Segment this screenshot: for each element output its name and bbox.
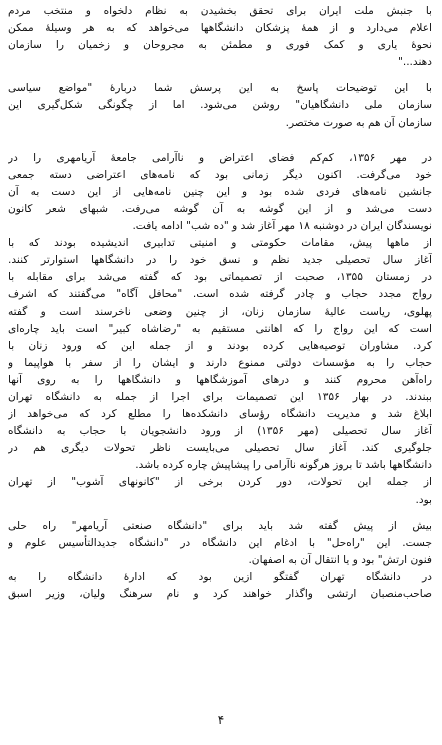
text-line: نویسندگان ایران در دوشنبه ۱۸ مهر آغاز شد و "ده شب" ادامه یافت. bbox=[132, 220, 432, 233]
text-line: جست. این "راه‌حل" با ادغام این دانشگاه در "دانشگاه جدیدالتأسیس علوم و bbox=[8, 536, 432, 549]
text-line: ابلاغ شد و مدیریت دانشگاه رؤسای دانشکده‌ها را مطلع کرد که می‌خواهد از bbox=[8, 408, 432, 421]
text-line: حجاب را به مؤسسات دولتی ممنوع دارند و ایشان را از سفر با هواپیما و bbox=[8, 356, 432, 369]
text-line: دست می‌شد و از این گوشه به آن گوشه می‌رفت. شبهای شعر کانون bbox=[8, 202, 432, 215]
text-line: سازمان ملی دانشگاهیان" روشن می‌شود. اما از چگونگی شکل‌گیری این bbox=[8, 99, 432, 112]
text-line: صاحب‌منصبان ارتشی واگذار خواهند کرد و نام سرهنگ ولیان، وزیر اسبق bbox=[8, 588, 432, 600]
text-line: در زمستان ۱۳۵۵، صحبت از تصمیماتی بود که گفته می‌شد برای مقابله با bbox=[8, 271, 432, 284]
text-line: ببندند. در بهار ۱۳۵۶ این تصمیمات برای اجرا از جمله به دانشگاه تهران bbox=[8, 390, 432, 403]
text-line: در مهر ۱۳۵۶، کم‌کم فضای اعتراض و ناآرامی جامعهٔ آریامهری را در bbox=[8, 151, 432, 164]
text-line: دانشگاهها باشد تا بروز هرگونه ناآرامی را پیشاپیش چاره کرده باشد. bbox=[135, 459, 432, 472]
page-number: ۴ bbox=[217, 713, 225, 727]
paragraph-tehran-university bbox=[8, 569, 432, 603]
text-line: اعلام می‌دارد و از همهٔ پزشکان دانشگاهها می‌خواهد که به هر وسیلهٔ ممکن bbox=[8, 22, 432, 35]
text-line: فنون ارتش" بود و یا انتقال آن به اصفهان. bbox=[248, 553, 432, 566]
text-line: آغاز سال تحصیلی جدید نظم و نسق خود را در دانشگاهها استوارتر کنند. bbox=[8, 254, 432, 267]
text-line: نحوهٔ یاری و کمک فوری و مطمئن به مجروحان و زخمیان را سازمان bbox=[8, 39, 432, 52]
text-line: رواج مجدد حجاب و چادر گرفته شده است. "محافل آگاه" می‌گفتند که اشرف bbox=[8, 288, 432, 301]
text-line: خود می‌گرفت. اکنون دیگر زمانی بود که نامه‌های اعتراضی دسته جمعی bbox=[8, 168, 432, 181]
text-line: جانشین نامه‌های فردی شده بود و این چنین نامه‌هایی از این دست به آن bbox=[8, 185, 432, 198]
text-line: در دانشگاه تهران گفتگو ازین بود که ادارهٔ دانشگاه را به bbox=[8, 570, 432, 583]
paragraph-aryamehr-university bbox=[8, 518, 432, 569]
text-line: بود. bbox=[415, 493, 432, 506]
paragraph-government-measures bbox=[8, 235, 432, 474]
paragraph-unrest-centers bbox=[8, 474, 432, 508]
text-line: با این توضیحات پاسخ به این پرسش شما دربارهٔ "مواضع سیاسی bbox=[8, 82, 432, 95]
paragraph-mehr-1356 bbox=[8, 150, 432, 235]
text-line: راه‌آهن محروم کنند و درهای آموزشگاهها و دانشگاهها را به روی آنها bbox=[8, 373, 432, 386]
text-line: آغاز سال تحصیلی (مهر ۱۳۵۶) از ورود دانشجویان با حجاب به دانشگاه bbox=[8, 425, 432, 438]
text-line: از جمله این تحولات، دور کردن برخی از "کانونهای آشوب" از تهران bbox=[8, 476, 432, 489]
text-line: بیش از پیش گفته شد باید برای "دانشگاه صنعتی آریامهر" راه حلی bbox=[8, 519, 432, 532]
paragraph-letter-quote bbox=[8, 3, 432, 71]
text-line: جلوگیری کند. آغاز سال تحصیلی می‌بایست ناظر تحولات دیگری هم در bbox=[8, 442, 432, 455]
text-line: دهند..." bbox=[397, 56, 432, 69]
text-line: است که این رواج را که اهانتی مستقیم به "رضاشاه کبیر" است باید چاره‌ای bbox=[8, 322, 432, 335]
text-line: از ماهها پیش، مقامات حکومتی و امنیتی تدابیری اندیشیده بودند که با bbox=[8, 237, 432, 250]
text-line: کرد. مشاوران توصیه‌هایی کرده بودند و از جمله این که ورود زنان با bbox=[8, 339, 432, 352]
text-line: پهلوی، ریاست عالیهٔ سازمان زنان، از چنین وضعی ناخرسند است و گفته bbox=[8, 305, 432, 318]
text-line: سازمان آن هم به صورت مختصر. bbox=[285, 116, 432, 129]
paragraph-organization-intro bbox=[8, 80, 432, 131]
text-line: با جنبش ملت ایران برای تحقق بخشیدن به نظام دلخواه و منتخب مردم bbox=[8, 5, 432, 17]
